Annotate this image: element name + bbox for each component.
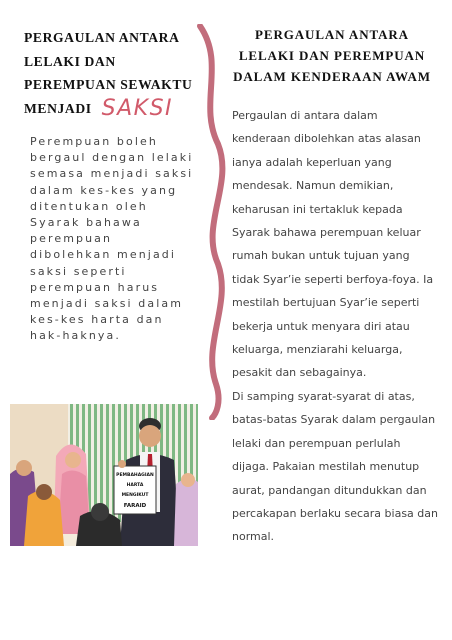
left-heading	[24, 26, 204, 120]
right-body-text: Pergaulan di antara dalam kenderaan dibolehkan atas alasan ianya adalah keperluan yang mendesak. Namun demikian, keharusan ini tertakluk kepada Syarak bahawa perempuan keluar rumah bukan untuk tujuan yang tidak Syar’ie seperti berfoya-foya. Ia mestilah bertujuan Syar’ie seperti bekerja untuk menyara diri atau keluarga, menziarahi keluarga, pesakit dan sebagainya. Di samping syarat-syarat di atas, batas-batas Syarak dalam pergaulan lelaki dan perempuan perlulah dijaga. Pakaian mestilah menutup aurat, pandangan ditundukkan dan percakapan berlaku secara biasa dan normal.	[232, 109, 438, 544]
sign-line: MENGIKUT	[121, 493, 149, 498]
left-heading-line: LELAKI DAN	[24, 53, 116, 69]
left-heading-line: PEREMPUAN SEWAKTU	[24, 77, 193, 92]
left-heading-last-line	[24, 97, 204, 121]
right-heading: PERGAULAN ANTARA LELAKI DAN PEREMPUAN DALAM KENDERAAN AWAM	[233, 27, 431, 84]
illustration-drawing	[10, 404, 198, 546]
sign-line: PEMBAHAGIAN	[116, 473, 154, 478]
left-body-text: Perempuan boleh bergaul dengan lelaki semasa menjadi saksi dalam kes-kes yang ditentukan oleh Syarak bahawa perempuan dibolehkan menjadi saksi seperti perempuan harus menjadi saksi dalam kes-kes harta dan hak-haknya.	[30, 135, 194, 343]
left-heading-line: MENJADI	[24, 100, 92, 116]
classroom-illustration	[10, 404, 198, 546]
saksi-accent: SAKSI	[101, 95, 174, 121]
sign-line: HARTA	[126, 483, 144, 488]
sign-line: FARAID	[123, 503, 147, 509]
left-heading-line: PERGAULAN ANTARA	[24, 30, 180, 45]
